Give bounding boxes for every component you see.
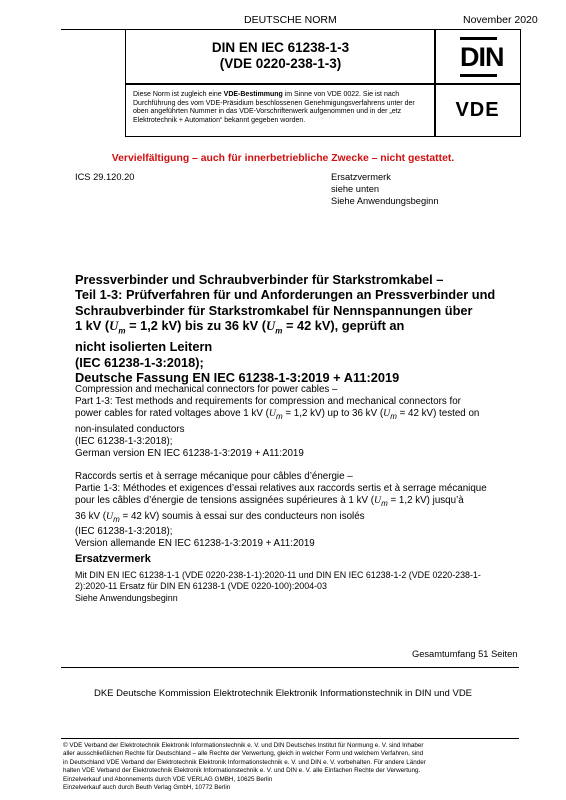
- vde-notice-text: Diese Norm ist zugleich eine VDE-Bestimmung im Sinne von VDE 0022. Sie ist nach Durchführung des vom VDE-Präsidium beschlossenen Genehmigungsverfahrens unter der oben angeführten Nummer in das VDE-Vorschriftenwerk aufgenommen und in der „etz Elektrotechnik + Automation“ bekannt gegeben worden.: [133, 91, 415, 124]
- document-number: DIN EN IEC 61238-1-3: [211, 40, 350, 55]
- vde-notice-box: [125, 83, 436, 137]
- ics-code: ICS 29.120.20: [75, 172, 135, 182]
- copyright-notice: © VDE Verband der Elektrotechnik Elektronik Informationstechnik e. V. und DIN Deutsches Institut für Normung e. V. sind Inhaber aller ausschließlichen Rechte für Deutschland – alle Rechte der Verwertung, gleich in welcher Form und welchem Verfahren, sind in Deutschland VDE Verband der Elektrotechnik Elektronik Informationstechnik e. V. und DIN e. V. vorbehalten. Für andere Länder halten VDE Verband der Elektrotechnik Elektronik Informationstechnik e. V. und DIN e. V. alle Einfachen Rechte der Verwertung. Einzelverkauf und Abonnements durch VDE VERLAG GMBH, 10625 Berlin Einzelverkauf auch durch Beuth Verlag GmbH, 10772 Berlin: [63, 742, 533, 792]
- publication-date: November 2020: [463, 14, 538, 26]
- norm-type-label: DEUTSCHE NORM: [244, 14, 337, 26]
- sales-note-beuth: Einzelverkauf auch durch Beuth Verlag GmbH, 10772 Berlin: [63, 784, 231, 792]
- title-french: Raccords sertis et à serrage mécanique pour câbles d’énergie – Partie 1-3: Méthodes et exigences d’essai relatives aux raccords sertis et à serrage mécanique pour les câbles d’énergie de tensions assignées supérieures à 1 kV ($U_m = 1,2$ kV) jusqu’à 36 kV ($U_m = 42$ kV) soumis à essai sur des conducteurs non isolés (IEC 61238-1-3:2018); Version allemande EN IEC 61238-1-3:2019 + A11:2019: [75, 471, 487, 549]
- sales-note-vde: Einzelverkauf und Abonnements durch VDE VERLAG GMBH, 10625 Berlin: [63, 775, 273, 783]
- ersatz-text: Mit DIN EN IEC 61238-1-1 (VDE 0220-238-1-1):2020-11 und DIN EN IEC 61238-1-2 (VDE 0220-238-1- 2):2020-11 Ersatz für DIN EN 61238-1 (VDE 0220-100):2004-03 Siehe Anwendungsbeginn: [75, 570, 481, 603]
- reproduction-warning: Vervielfältigung – auch für innerbetriebliche Zwecke – nicht gestattet.: [111, 153, 455, 164]
- vde-classification: (VDE 0220-238-1-3): [219, 56, 342, 71]
- copyright-rule: [61, 738, 519, 739]
- replacement-note: Ersatzvermerk siehe unten Siehe Anwendungsbeginn: [331, 172, 439, 206]
- total-pages: Gesamtumfang 51 Seiten: [412, 649, 518, 659]
- din-logo: [460, 37, 504, 77]
- ersatz-heading: Ersatzvermerk: [75, 553, 151, 565]
- vde-logo-box: [434, 83, 521, 137]
- din-logo-box: [434, 29, 521, 85]
- vde-bestimmung-term: VDE-Bestimmung: [223, 91, 283, 98]
- dke-line: DKE Deutsche Kommission Elektrotechnik Elektronik Informationstechnik in DIN und VDE: [93, 688, 473, 699]
- vde-logo: VDE: [455, 99, 500, 121]
- footer-rule: [61, 667, 519, 668]
- din-logo-text: DIN: [460, 42, 504, 72]
- title-german: Pressverbinder und Schraubverbinder für Starkstromkabel – Teil 1-3: Prüfverfahren für und Anforderungen an Pressverbinder und Schraubverbinder für Starkstromkabel für Nennspannungen über 1 kV ($U_m = 1,2$ kV) bis zu 36 kV ($U_m = 42$ kV), geprüft an nicht isolierten Leitern (IEC 61238-1-3:2018); Deutsche Fassung EN IEC 61238-1-3:2019 + A11:2019: [75, 272, 496, 385]
- title-english: Compression and mechanical connectors for power cables – Part 1-3: Test methods and requirements for compression and mechanical connectors for power cables for rated voltages above 1 kV ($U_m = 1,2$ kV) up to 36 kV ($U_m = 42$ kV) tested on non-insulated conductors (IEC 61238-1-3:2018); German version EN IEC 61238-1-3:2019 + A11:2019: [75, 384, 480, 459]
- title-box: [125, 29, 436, 85]
